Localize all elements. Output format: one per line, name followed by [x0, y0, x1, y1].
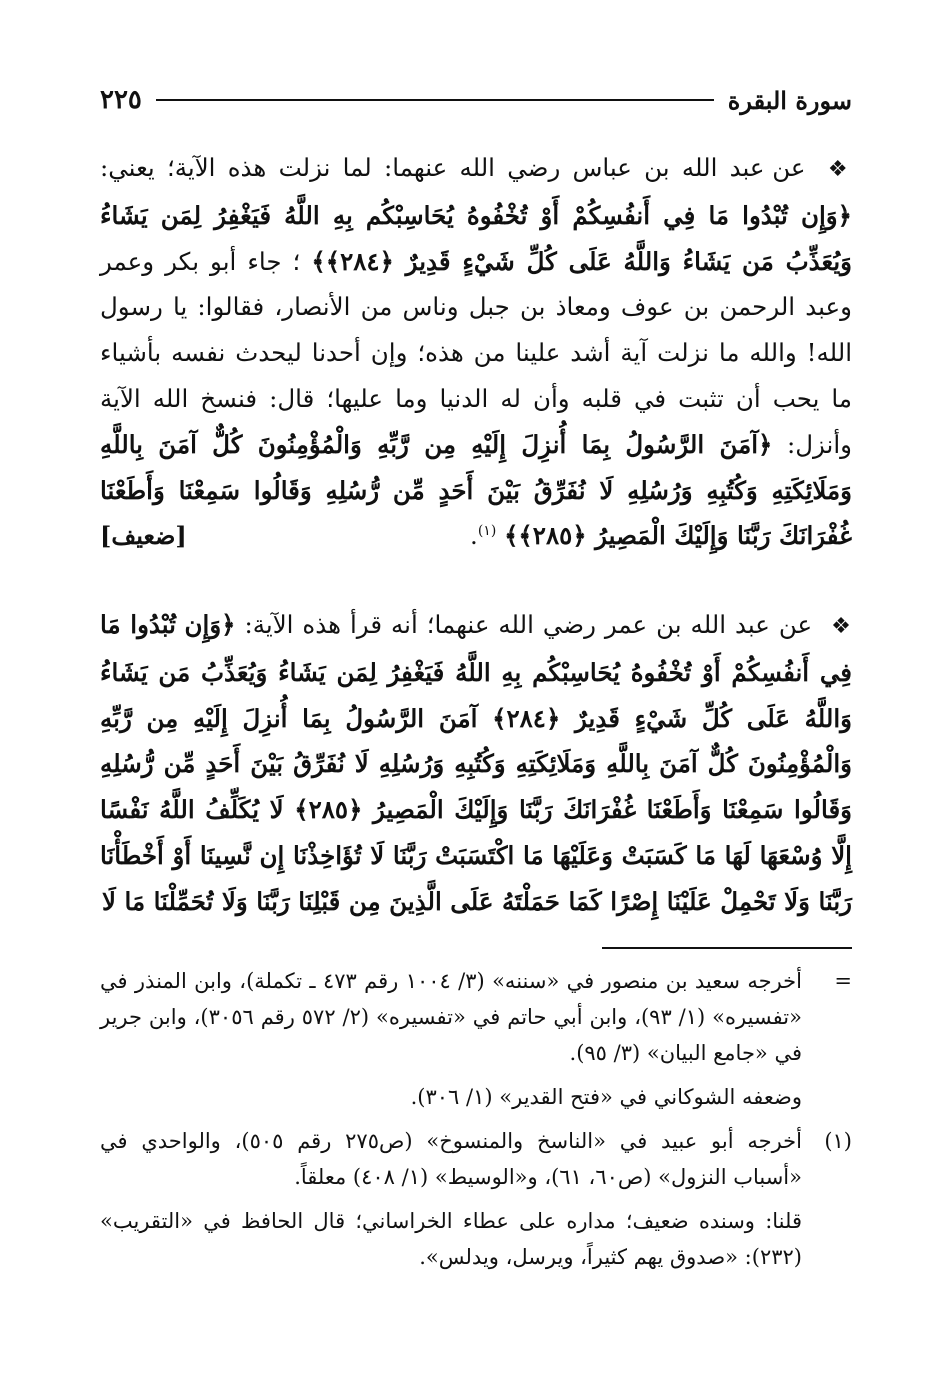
- footnote-paragraph: قلنا: وسنده ضعيف؛ مداره على عطاء الخراساني؛ قال الحافظ في «التقريب» (٢٣٢): «صدوق يهم كثيراً، ويرسل، ويدلس».: [100, 1209, 802, 1269]
- hadith-entry-2: [100, 602, 852, 925]
- quran-verses-284-286: ﴿وَإِن تُبْدُوا مَا فِي أَنفُسِكُمْ أَوْ تُخْفُوهُ يُحَاسِبْكُم بِهِ اللَّهُ فَيَغْفِرُ لِمَن يَشَاءُ وَيُعَذِّبُ مَن يَشَاءُ وَاللَّهُ عَلَى كُلِّ شَيْءٍ قَدِيرٌ ﴿٢٨٤﴾ آمَنَ الرَّسُولُ بِمَا أُنزِلَ إِلَيْهِ مِن رَّبِّهِ وَالْمُؤْمِنُونَ كُلٌّ آمَنَ بِاللَّهِ وَمَلَائِكَتِهِ وَكُتُبِهِ وَرُسُلِهِ لَا نُفَرِّقُ بَيْنَ أَحَدٍ مِّن رُّسُلِهِ وَقَالُوا سَمِعْنَا وَأَطَعْنَا غُفْرَانَكَ رَبَّنَا وَإِلَيْكَ الْمَصِيرُ ﴿٢٨٥﴾ لَا يُكَلِّفُ اللَّهُ نَفْسًا إِلَّا وُسْعَهَا لَهَا مَا كَسَبَتْ وَعَلَيْهَا مَا اكْتَسَبَتْ رَبَّنَا لَا تُؤَاخِذْنَا إِن نَّسِينَا أَوْ أَخْطَأْنَا رَبَّنَا وَلَا تَحْمِلْ عَلَيْنَا إِصْرًا كَمَا حَمَلْتَهُ عَلَى الَّذِينَ مِن قَبْلِنَا رَبَّنَا وَلَا تُحَمِّلْنَا مَا لَا: [100, 610, 852, 916]
- footnote-mark: =: [834, 969, 852, 993]
- footnote-1: [100, 1123, 852, 1275]
- footnote-paragraph: أخرجه أبو عبيد في «الناسخ والمنسوخ» (ص٢٧٥ رقم ٥٠٥)، والواحدي في «أسباب النزول» (ص٦٠، ٦١)، و«الوسيط» (١/ ٤٠٨) معلقاً.: [100, 1129, 802, 1189]
- page-number: ٢٢٥: [100, 85, 142, 115]
- hadith-1-text: ؛ جاء أبو بكر وعمر وعبد الرحمن بن عوف ومعاذ بن جبل وناس من الأنصار، فقالوا: يا رسول الله! والله ما نزلت آية أشد علينا من هذه؛ وإن أحدنا ليحدث نفسه بأشياء ما يحب أن تثبت في قلبه وأن له الدنيا وما عليها؛ قال: فنسخ الله الآية وأنزل:: [100, 246, 853, 459]
- footnote-paragraph: أخرجه سعيد بن منصور في «سننه» (٣/ ١٠٠٤ رقم ٤٧٣ ـ تكملة)، وابن المنذر في «تفسيره» (١/ ٩٣)، وابن أبي حاتم في «تفسيره» (٢/ ٥٧٢ رقم ٣٠٥٦)، وابن جرير في «جامع البيان» (٣/ ٩٥).: [100, 969, 803, 1065]
- page-header: [100, 80, 852, 120]
- quran-verse-285: ﴿آمَنَ الرَّسُولُ بِمَا أُنزِلَ إِلَيْهِ مِن رَّبِّهِ وَالْمُؤْمِنُونَ كُلٌّ آمَنَ بِاللَّهِ وَمَلَائِكَتِهِ وَكُتُبِهِ وَرُسُلِهِ لَا نُفَرِّقُ بَيْنَ أَحَدٍ مِّن رُّسُلِهِ وَقَالُوا سَمِعْنَا وَأَطَعْنَا غُفْرَانَكَ رَبَّنَا وَإِلَيْكَ الْمَصِيرُ ﴿٢٨٥﴾﴾: [100, 429, 852, 551]
- quran-verse-284: ﴿وَإِن تُبْدُوا مَا فِي أَنفُسِكُمْ أَوْ تُخْفُوهُ يُحَاسِبْكُم بِهِ اللَّهُ فَيَغْفِرُ لِمَن يَشَاءُ وَيُعَذِّبُ مَن يَشَاءُ وَاللَّهُ عَلَى كُلِّ شَيْءٍ قَدِيرٌ ﴿٢٨٤﴾﴾: [100, 200, 852, 276]
- hadith-entry-1: [100, 145, 852, 559]
- star-ornament-icon: ❖: [827, 157, 852, 182]
- footnote-separator: [602, 947, 852, 949]
- hadith-2-intro: عن عبد الله بن عمر رضي الله عنهما؛ أنه قرأ هذه الآية:: [244, 610, 813, 639]
- surah-title: سورة البقرة: [727, 85, 852, 115]
- book-page: [100, 70, 852, 1320]
- footnotes: [100, 963, 852, 1283]
- footnote-mark: (١): [824, 1129, 852, 1153]
- hadith-1-end: .: [470, 521, 478, 551]
- hadith-1-intro: عن عبد الله بن عباس رضي الله عنهما: لما نزلت هذه الآية؛ يعني:: [100, 153, 806, 182]
- footnote-continued: [100, 963, 852, 1115]
- footnote-paragraph: وضعفه الشوكاني في «فتح القدير» (١/ ٣٠٦).: [410, 1085, 802, 1109]
- star-ornament-icon: ❖: [831, 614, 853, 639]
- grade-badge: [ضعيف]: [100, 521, 187, 551]
- header-rule: [156, 99, 714, 101]
- footnote-ref-1: (١): [477, 523, 497, 540]
